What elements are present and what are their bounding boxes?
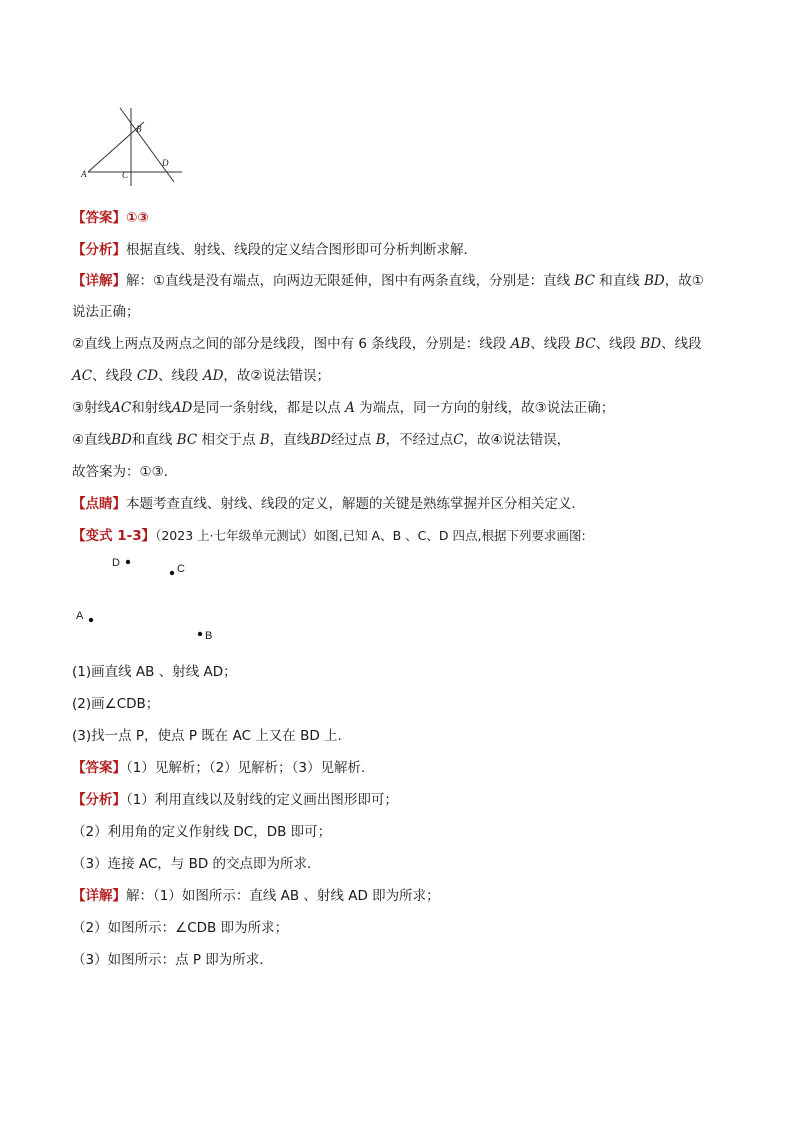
label-d: D <box>162 158 169 168</box>
text-span: （3）连接 AC，与 BD 的交点即为所求． <box>72 856 321 872</box>
text-span: 和射线 <box>131 400 172 416</box>
ex1-answer <box>72 208 149 228</box>
text-span: ③射线 <box>72 400 112 416</box>
variant-title: （2023 上·七年级单元测试）如图,已知 A、B 、C、D 四点,根据下列要求画图: <box>155 528 586 543</box>
analysis-tag: 【分析】 <box>72 242 126 258</box>
ex1-conclusion <box>72 462 177 482</box>
text-span: 经过点 <box>330 432 376 448</box>
question-1 <box>72 662 237 682</box>
math-var: CD <box>136 368 159 384</box>
text-span: 、线段 <box>92 368 137 384</box>
ex2-detail-3 <box>72 950 273 970</box>
ex2-analysis-2 <box>72 822 331 842</box>
geometry-figure-1 <box>78 104 190 186</box>
ex2-detail-2 <box>72 918 288 938</box>
answer-text: ①③ <box>126 210 149 226</box>
text-span: ，故②说法错误； <box>223 368 331 384</box>
text-span: 和直线 <box>131 432 177 448</box>
text-span: (2)画∠CDB； <box>72 696 160 712</box>
analysis-text-1: （1）利用直线以及射线的定义画出图形即可； <box>126 792 398 808</box>
text-span: ，故④说法错误， <box>463 432 571 448</box>
label-c: C <box>122 170 129 180</box>
ex1-detail-line-1 <box>72 271 704 291</box>
math-var: BD <box>111 432 132 448</box>
text-span: ②直线上两点及两点之间的部分是线段，图中有 6 条线段，分别是：线段 <box>72 336 511 352</box>
math-var: BD <box>640 336 662 352</box>
text-span: 为端点，同一方向的射线，故③说法正确； <box>354 400 615 416</box>
ex1-detail-line-4 <box>72 366 330 386</box>
text-span: ④直线 <box>72 432 112 448</box>
line-bd <box>120 108 174 182</box>
text-span: 故答案为：①③． <box>72 464 178 480</box>
text-span: 说法正确； <box>72 304 140 320</box>
answer-text: （1）见解析；（2）见解析；（3）见解析. <box>126 760 366 776</box>
text-span: 相交于点 <box>197 432 260 448</box>
math-var: B <box>259 432 270 448</box>
answer-tag: 【答案】 <box>72 760 126 776</box>
text-span: （3）如图所示：点 P 即为所求． <box>72 952 273 968</box>
text-span: 、线段 <box>158 368 203 384</box>
text-span: ，直线 <box>269 432 311 448</box>
point-b <box>198 632 202 636</box>
ex2-title <box>72 526 586 546</box>
detail-tag: 【详解】 <box>72 273 126 289</box>
ex1-comment <box>72 494 585 514</box>
math-var: AD <box>171 400 193 416</box>
detail-text-1: 解：（1）如图所示：直线 AB 、射线 AD 即为所求； <box>126 888 440 904</box>
analysis-text: 根据直线、射线、线段的定义结合图形即可分析判断求解． <box>126 242 477 258</box>
point-d <box>126 560 130 564</box>
ex1-detail-line-2 <box>72 302 140 322</box>
math-var: C <box>453 432 464 448</box>
math-var: BC <box>176 432 198 448</box>
ex2-answer <box>72 758 365 778</box>
detail-tag: 【详解】 <box>72 888 126 904</box>
math-var: AB <box>510 336 531 352</box>
point-c <box>170 571 174 575</box>
ex1-analysis <box>72 240 477 260</box>
text-span: （2）利用角的定义作射线 DC，DB 即可； <box>72 824 332 840</box>
text-span: 是同一条射线，都是以点 <box>192 400 346 416</box>
point-label-c: C <box>177 563 185 575</box>
math-var: AD <box>202 368 224 384</box>
label-a: A <box>81 169 87 179</box>
point-label-d: D <box>112 557 120 569</box>
math-var: AC <box>72 368 93 384</box>
math-var: A <box>345 400 355 416</box>
ex2-detail <box>72 886 440 906</box>
point-label-b: B <box>205 630 213 642</box>
text-span: 、线段 <box>661 336 702 352</box>
text-span: 和直线 <box>594 273 645 289</box>
math-var: AC <box>111 400 132 416</box>
label-b: B <box>136 124 142 134</box>
points-figure <box>70 552 230 648</box>
text-span: (3)找一点 P，使点 P 既在 AC 上又在 BD 上. <box>72 728 342 744</box>
analysis-tag: 【分析】 <box>72 792 126 808</box>
comment-tag: 【点睛】 <box>72 496 126 512</box>
text-span: (1)画直线 AB 、射线 AD； <box>72 664 237 680</box>
text-span: 解：①直线是没有端点，向两边无限延伸，图中有两条直线，分别是：直线 <box>126 273 575 289</box>
text-span: ，不经过点 <box>385 432 454 448</box>
text-span: （2）如图所示：∠CDB 即为所求； <box>72 920 289 936</box>
ex1-detail-line-3 <box>72 334 702 354</box>
text-span: 、线段 <box>595 336 641 352</box>
question-2 <box>72 694 159 714</box>
answer-tag: 【答案】 <box>72 210 126 226</box>
math-var: B <box>375 432 386 448</box>
point-label-a: A <box>76 610 84 622</box>
math-var: BC <box>575 336 596 352</box>
text-span: 、线段 <box>530 336 576 352</box>
ex2-analysis <box>72 790 398 810</box>
math-var: BC <box>574 273 595 289</box>
text-span: ，故① <box>664 273 704 289</box>
math-var: BD <box>310 432 331 448</box>
variant-tag: 【变式 1-3】 <box>72 528 156 544</box>
question-3 <box>72 726 342 746</box>
math-var: BD <box>644 273 665 289</box>
comment-text: 本题考查直线、射线、线段的定义，解题的关键是熟练掌握并区分相关定义． <box>126 496 585 512</box>
point-a <box>89 618 93 622</box>
ex1-detail-line-5 <box>72 398 614 418</box>
ex1-detail-line-6 <box>72 430 570 450</box>
ex2-analysis-3 <box>72 854 321 874</box>
